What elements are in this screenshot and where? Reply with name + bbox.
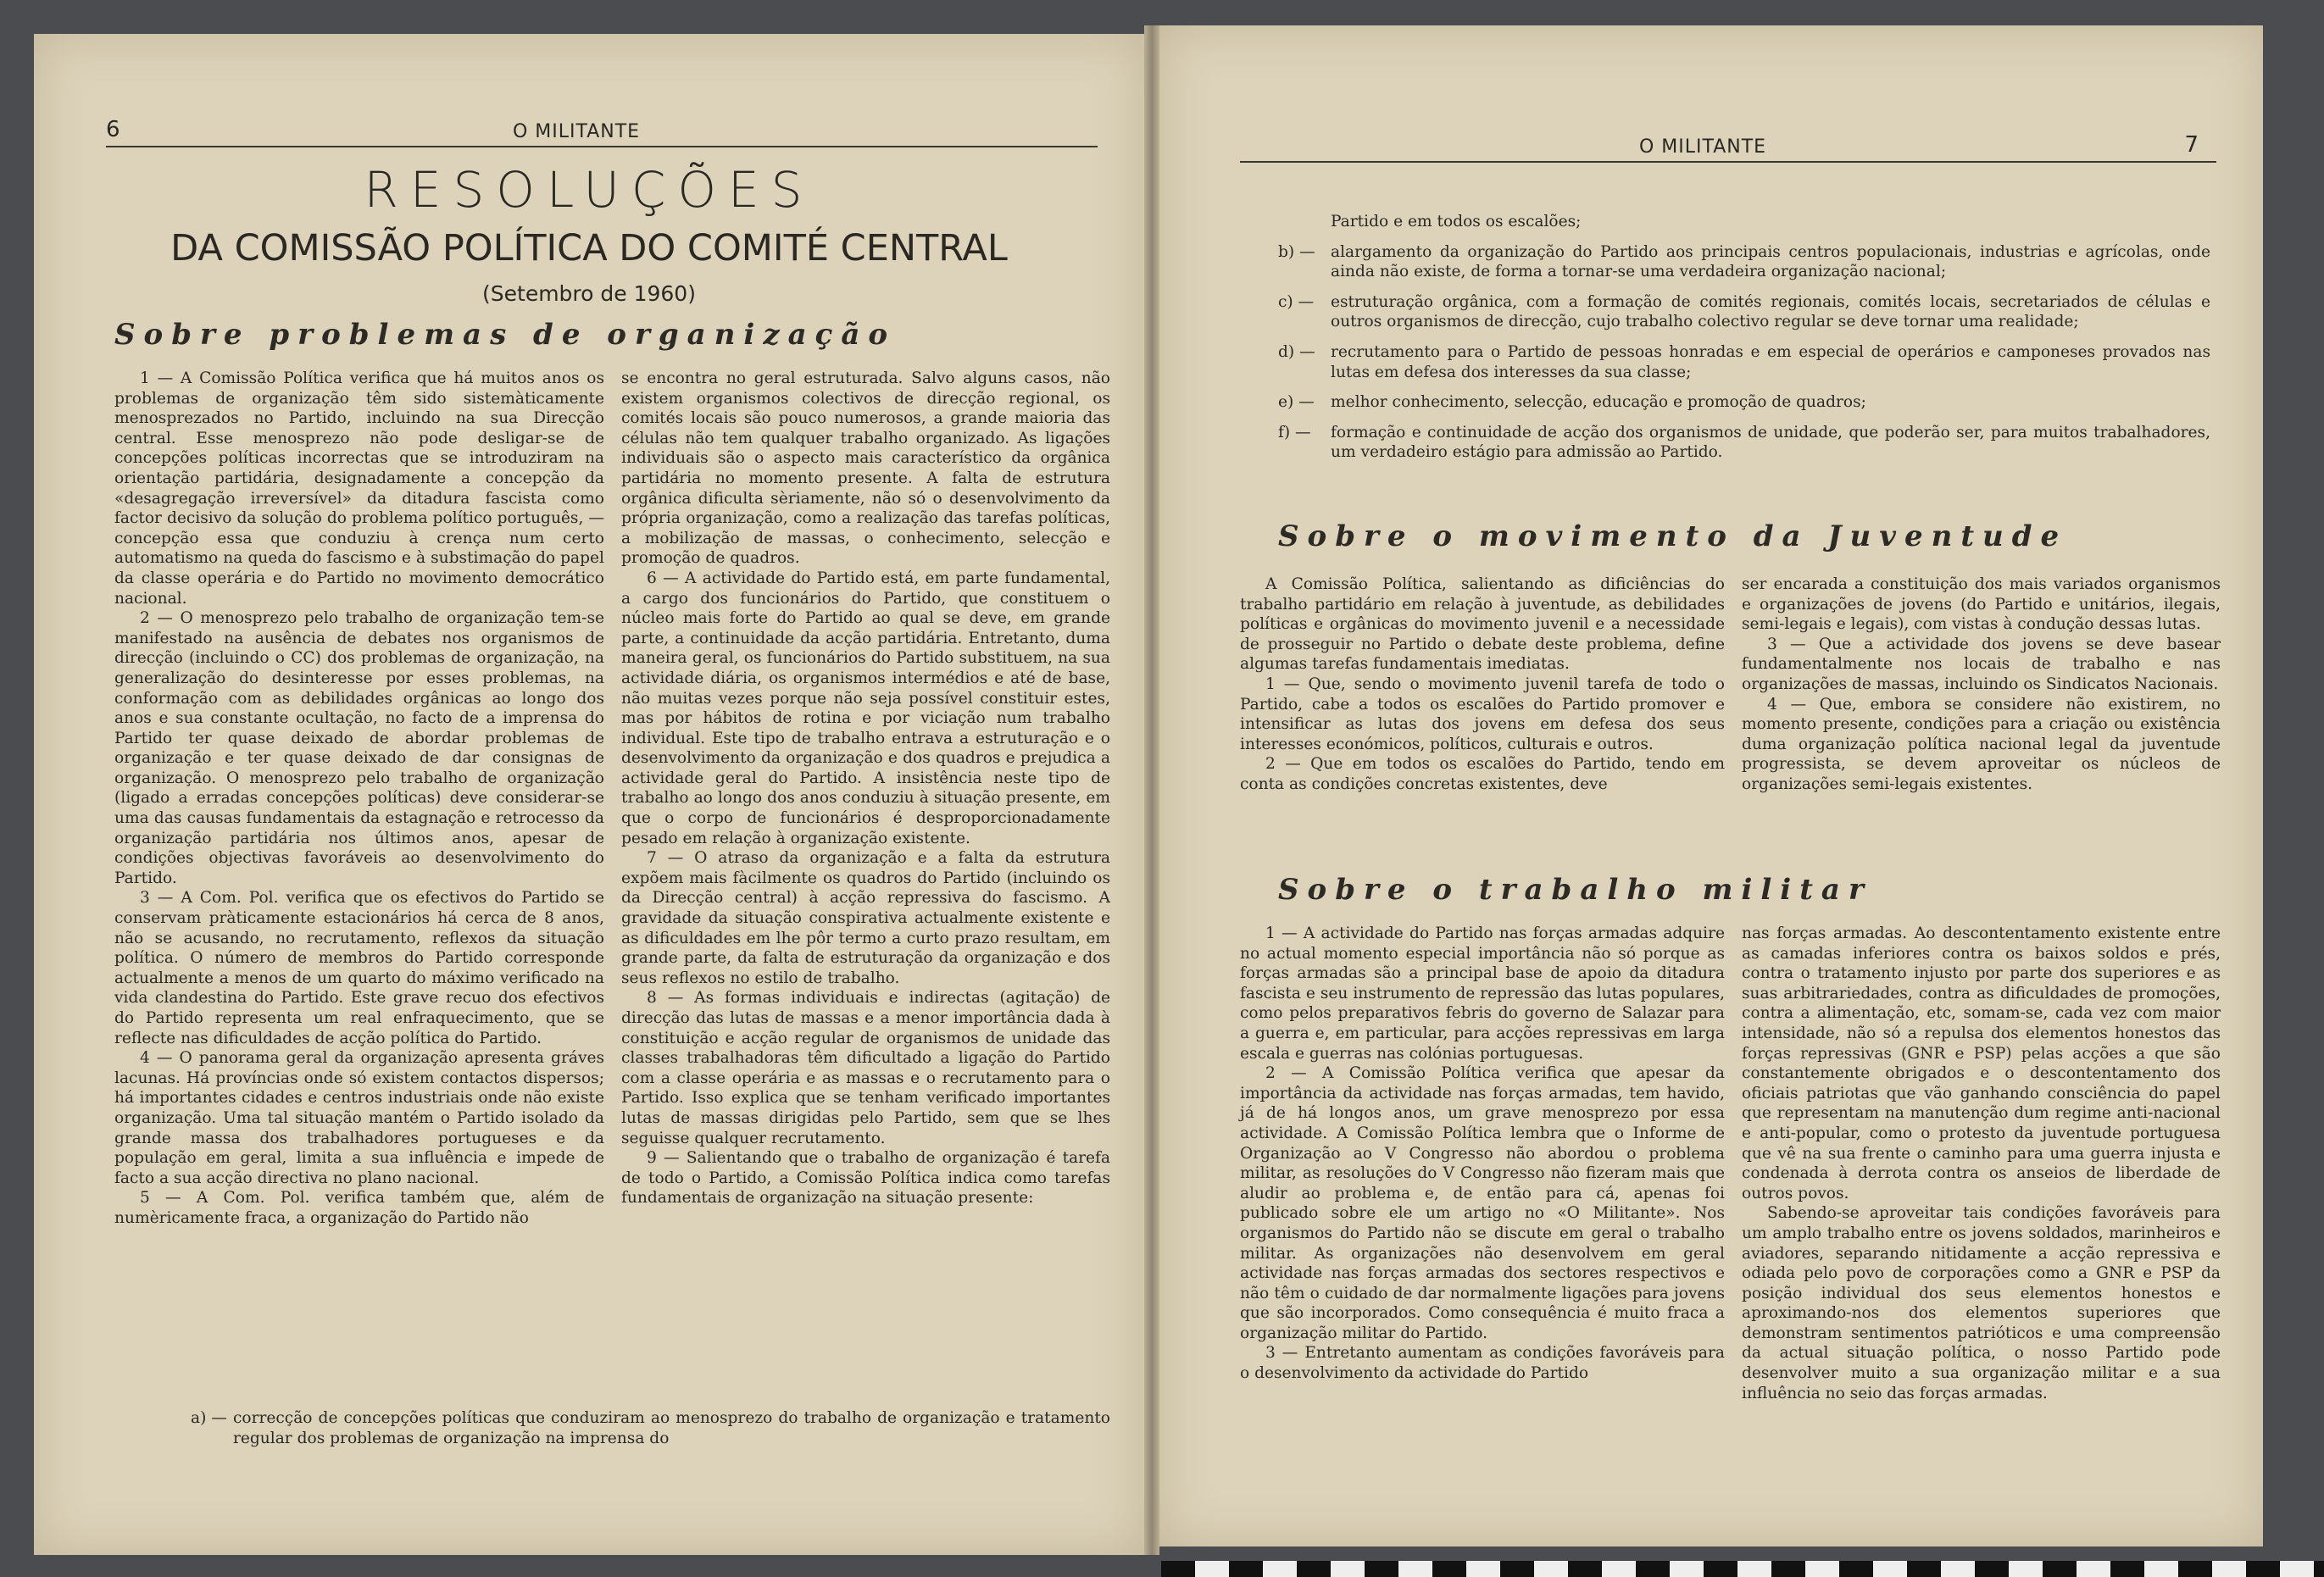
paragraph: 2 — O menosprezo pelo trabalho de organização tem-se manifestado na ausência de debates nos organismos de direcção (incluindo o CC) dos problemas de organização, na generalização do desinteresse por esses problemas, na conformação com as debilidades orgânicas ao longo dos anos e sua constante ocultação, no facto de a imprensa do Partido ter quase deixado de abordar problemas de organização e ter quase deixado de dar consignas de organização. O menosprezo pelo trabalho de organização (ligado a erradas concepções políticas) deve considerar-se uma das causas fundamentais da estagnação e retrocesso da organização partidária nos últimos anos, apesar de condições objectivas favoráveis ao desenvolvimento do Partido. [114, 609, 604, 887]
youth-column-2 [1742, 575, 2221, 795]
list-item [1278, 423, 2210, 463]
page-number: 6 [106, 117, 121, 142]
paragraph: 1 — A Comissão Política verifica que há muitos anos os problemas de organização têm sido sistemàticamente menosprezados no Partido, incluindo na sua Direcção central. Esse menosprezo não pode desligar-se de concepções políticas incorrectas que se introduziram na orientação partidária, designadamente a concepção da «desagregação irreversível» da ditadura fascista como factor decisivo da solução do problema político português, — concepção essa que conduziu à crença num certo automatismo na queda do fascismo e à substimação do papel da classe operária e do Partido no movimento democrático nacional. [114, 369, 604, 608]
item-text: melhor conhecimento, selecção, educação e promoção de quadros; [1331, 393, 1866, 412]
task-item-a [191, 1408, 1110, 1448]
paragraph: 4 — Que, embora se considere não existirem, no momento presente, condições para a criação ou existência duma organização política nacional legal da juventude progressista, se devem aproveitar os núcleos de organizações semi-legais existentes. [1742, 695, 2221, 793]
list-continuation: Partido e em todos os escalões; [1331, 213, 1582, 230]
paragraph: 5 — A Com. Pol. verifica também que, além de numèricamente fraca, a organização do Partido não [114, 1189, 604, 1227]
paragraph: se encontra no geral estruturada. Salvo alguns casos, não existem organismos colectivos de direcção regional, os comités locais são pouco numerosos, a grande maioria das células não tem qualquer trabalho organizado. As ligações individuais são o aspecto mais característico da orgânica partidária no momento presente. A falta de estrutura orgânica dificulta sèriamente, não só o desenvolvimento da própria organização, como a realização das tarefas políticas, a mobilização de massas, o conhecimento, selecção e promoção de quadros. [621, 369, 1110, 568]
paragraph: 6 — A actividade do Partido está, em parte fundamental, a cargo dos funcionários do Partido, que constituem o núcleo mais forte do Partido ao qual se deve, em grande parte, a continuidade da acção partidária. Entretanto, duma maneira geral, os funcionários do Partido substituem, na sua actividade diária, os organismos intermédios e até de base, não muitas vezes porque não seja possível constituir estes, mas por hábitos de rotina e por viciação num trabalho individual. Este tipo de trabalho entrava a estruturação e o desenvolvimento da organização e dos quadros e prejudica a actividade geral do Partido. A insistência neste tipo de trabalho ao longo dos anos conduziu à situação presente, em que o corpo de funcionários é desproporcionadamente pesado em relação à organização existente. [621, 569, 1110, 847]
item-label: f) — [1278, 423, 1311, 441]
paragraph: 3 — Entretanto aumentam as condições favoráveis para o desenvolvimento da actividade do Partido [1240, 1344, 1725, 1383]
item-text: formação e continuidade de acção dos organismos de unidade, que poderão ser, para muitos trabalhadores, um verdadeiro estágio para admissão ao Partido. [1331, 423, 2210, 462]
paragraph: nas forças armadas. Ao descontentamento existente entre as camadas inferiores contra os baixos soldos e prés, contra o tratamento injusto por parte dos superiores e as suas arbitrariedades, contra as dificuldades de promoções, contra a alimentação, etc, somam-se, cada vez com maior intensidade, não só a repulsa dos elementos honestos das forças repressivas (GNR e PSP) pelas acções a que são constantemente obrigados e o descontentamento dos oficiais patriotas que vão ganhando consciência do papel que representam na manutenção dum regime anti-nacional e anti-popular, como o protesto da juventude portuguesa que vê na sua frente o caminho para uma guerra injusta e condenada à derrota contra os anseios de liberdade de outros povos. [1742, 925, 2221, 1202]
paragraph: 2 — A Comissão Política verifica que apesar da importância da actividade nas forças armadas, tem havido, já de há longos anos, um grave menosprezo por essa actividade. A Comissão Política lembra que o Informe de Organização ao V Congresso não abordou o problema militar, as resoluções do V Congresso não fizeram mais que aludir ao problema e, de então para cá, apenas foi publicado sobre ele um artigo no «O Militante». Nos organismos do Partido não se discute em geral o trabalho militar. As organizações não desenvolvem em geral actividade nas forças armadas dos sectores respectivos e não têm o cuidado de dar normalmente ligações para jovens que são incorporados. Como consequência é muito fraca a organização militar do Partido. [1240, 1064, 1725, 1342]
list-item [1278, 392, 2210, 413]
paragraph: 1 — Que, sendo o movimento juvenil tarefa de todo o Partido, cabe a todos os escalões do Partido promover e intensificar as lutas dos jovens em defesa dos seus interesses económicos, políticos, culturais e outros. [1240, 675, 1725, 753]
item-text: recrutamento para o Partido de pessoas honradas e em especial de operários e camponeses provados nas lutas em defesa dos interesses da sua classe; [1331, 342, 2210, 381]
item-label: d) — [1278, 342, 1315, 361]
right-page-header [1240, 127, 2216, 163]
paragraph: 8 — As formas individuais e indirectas (agitação) de direcção das lutas de massas e a menor importância dada à constituição e acção regular de organismos de unidade das classes trabalhadoras têm dificultado a ligação do Partido com a classe operária e as massas e o recrutamento para o Partido. Isso explica que se tenham verificado importantes lutas de massas dirigidas pelo Partido, sem que se lhes seguisse qualquer recrutamento. [621, 989, 1110, 1147]
paragraph: 3 — Que a actividade dos jovens se deve basear fundamentalmente nos locais de trabalho e nas organizações de massas, incluindo os Sindicatos Nacionais. [1742, 635, 2221, 693]
item-label: b) — [1278, 242, 1315, 261]
paragraph: 3 — A Com. Pol. verifica que os efectivos do Partido se conservam pràticamente estacionários há cerca de 8 anos, não se acusando, no recrutamento, reflexos da situação política. O número de membros do Partido corresponde actualmente a menos de um quarto do máximo verificado na vida clandestina do Partido. Este grave recuo dos efectivos do Partido representa um real enfraquecimento, que se reflecte nas dificuldades de acção política do Partido. [114, 889, 604, 1047]
section-heading-organization: Sobre problemas de organização [114, 318, 897, 352]
paragraph: 1 — A actividade do Partido nas forças armadas adquire no actual momento especial importância não só porque as forças armadas são a principal base de apoio da ditadura fascista e seu instrumento de repressão das lutas populares, como pelos preparativos febris do governo de Salazar para a guerra e, em particular, para acções repressivas em larga escala e guerras nas colónias portuguesas. [1240, 925, 1725, 1063]
item-label: c) — [1278, 292, 1315, 311]
paragraph: 9 — Salientando que o trabalho de organização é tarefa de todo o Partido, a Comissão Política indica como tarefas fundamentais de organização na situação presente: [621, 1149, 1110, 1208]
right-page [1159, 25, 2263, 1546]
paragraph: ser encarada a constituição dos mais variados organismos e organizações de jovens (do Partido e unitários, ilegais, semi-legais e legais), com vistas à condução dessas lutas. [1742, 575, 2221, 634]
section-heading-youth: Sobre o movimento da Juventude [1278, 519, 2068, 553]
list-item [1278, 342, 2210, 382]
paragraph: Sabendo-se aproveitar tais condições favoráveis para um amplo trabalho entre os jovens soldados, marinheiros e aviadores, separando nitidamente a acção repressiva e odiada pelo povo de corporações como a GNR e PSP da posição individual dos seus elementos honestos e aproximando-nos dos elementos superiores que demonstram sentimentos patrióticos e uma compreensão da actual situação política, o nosso Partido pode desenvolver muito a sua organização militar e a sua influência no seio das forças armadas. [1742, 1204, 2221, 1402]
running-head: O MILITANTE [512, 121, 641, 142]
item-text: alargamento da organização do Partido aos principais centros populacionais, industrias e agrícolas, onde ainda não existe, de forma a tornar-se uma verdadeira organização nacional; [1331, 242, 2210, 281]
list-item [1278, 242, 2210, 282]
section-heading-military: Sobre o trabalho militar [1278, 873, 1872, 907]
paragraph: A Comissão Política, salientando as dificiências do trabalho partidário em relação à juventude, as debilidades políticas e orgânicas do movimento juvenil e a necessidade de prosseguir no Partido o debate deste problema, define algumas tarefas fundamentais imediatas. [1240, 575, 1725, 674]
item-text: correcção de concepções políticas que conduziram ao menosprezo do trabalho de organização e tratamento regular dos problemas de organização na imprensa do [233, 1409, 1110, 1447]
paragraph: 7 — O atraso da organização e a falta da estrutura expõem mais fàcilmente os quadros do Partido (incluindo os da Direcção central) à acção repressiva do fascismo. A gravidade da situação conspirativa actualmente existente e as dificuldades em lhe pôr termo a curto prazo resultam, em grande parte, da falta de estruturação da organização e dos seus reflexos no estilo de trabalho. [621, 849, 1110, 987]
paragraph: 2 — Que em todos os escalões do Partido, tendo em conta as condições concretas existentes, deve [1240, 755, 1725, 793]
document-title: RESOLUÇÕES [364, 161, 815, 219]
page-number: 7 [2184, 132, 2199, 158]
task-list [1278, 212, 2210, 473]
youth-column-1 [1240, 575, 1725, 795]
item-label: e) — [1278, 393, 1315, 412]
book-gutter [1144, 25, 1159, 1555]
item-label: a) — [191, 1409, 227, 1427]
left-page-header [106, 112, 1098, 147]
list-item [1278, 292, 2210, 332]
left-column-2 [621, 369, 1110, 1208]
item-text: estruturação orgânica, com a formação de comités regionais, comités locais, secretariados de células e outros organismos de direcção, cujo trabalho colectivo regular se deve tornar uma realidade; [1331, 292, 2210, 331]
paragraph: 4 — O panorama geral da organização apresenta gráves lacunas. Há províncias onde só existem contactos dispersos; há importantes cidades e centros industriais onde não existe organização. Uma tal situação mantém o Partido isolado da grande massa dos trabalhadores portugueses e da população em geral, limita a sua influência e impede de facto a sua acção directiva no plano nacional. [114, 1049, 604, 1187]
document-date: (Setembro de 1960) [482, 281, 696, 306]
military-column-1 [1240, 924, 1725, 1384]
military-column-2 [1742, 924, 2221, 1403]
left-column-1 [114, 369, 604, 1229]
scan-scale-bar [1161, 1561, 2324, 1577]
left-page [34, 34, 1144, 1555]
document-subtitle: DA COMISSÃO POLÍTICA DO COMITÉ CENTRAL [170, 227, 1008, 269]
running-head: O MILITANTE [1638, 136, 1767, 158]
